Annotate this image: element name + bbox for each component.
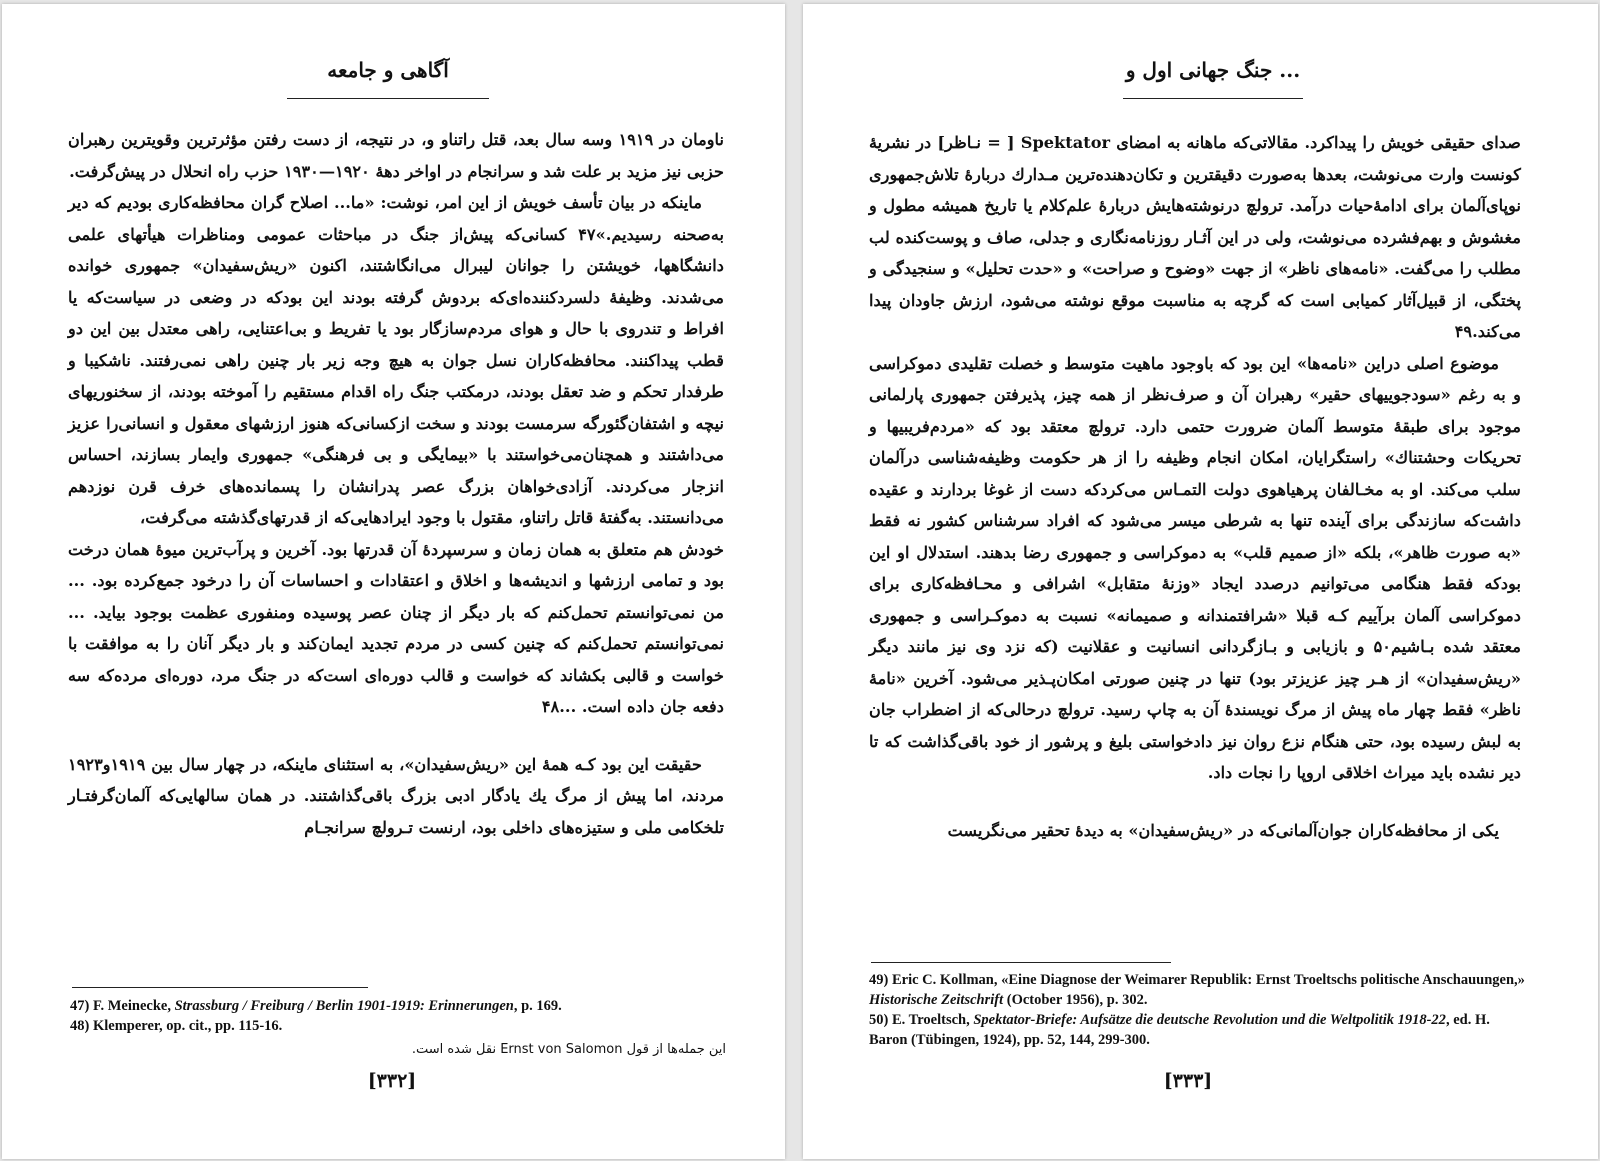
footnote-note: این جمله‌ها از قول Ernst von Salomon نقل شده است. <box>411 1042 726 1057</box>
footnote-title: Spektator-Briefe: Aufsätze die deutsche Revolution und die Weltpolitik 1918-22 <box>973 1012 1446 1028</box>
paragraph: حقیقت این بود کـه همۀ این «ریش‌سفیدان»، به استثنای ماینکه، در چهار سال بین ۱۹۱۹و۱۹۲۳ مردند، اما پیش از مرگ یك یادگار ادبی بزرگ باقی‌گذاشتند. در همان سالهایی‌که آلمان‌گرفتـار تلخکامی ملی و ستیزه‌های داخلی بود، ارنست تـرولچ سرانجـام <box>68 754 724 837</box>
footnote-text: E. Troeltsch, <box>891 1012 974 1028</box>
footnote-number: 49) <box>869 972 889 988</box>
paragraph-gap <box>869 789 1521 815</box>
paragraph: ناومان در ۱۹۱۹ وسه سال بعد، قتل راتناو و، در نتیجه، از دست رفتن مؤثرترین وقویترین رهبران حزبی نیز مزید بر علت شد و سرانجام در اواخر دهۀ ۱۹۲۰—۱۹۳۰ حزب راه انحلال در پیش‌گرفت. <box>68 130 724 181</box>
footnote-number: 47) <box>70 998 90 1014</box>
footnote-text: Klemperer, op. cit., pp. 115-16. <box>92 1018 283 1034</box>
footnote-text: F. Meinecke, <box>92 998 175 1014</box>
paragraph: صدای حقیقی خویش را پیداکرد. مقالاتی‌که ماهانه به امضای Spektator [ = نـاظر] در نشریۀ کونست وارت می‌نوشت، بعدها به‌صورت دقیقترین و تکان‌دهنده‌ترین مـدارك دربارۀ تلاش‌جمهوری نوپای‌آلمان برای ادامۀحیات درآمد. ترولچ درنوشته‌هایش دربارۀ علم‌کلام یا تاریخ همیشه مطول و مغشوش و بهم‌فشرده می‌نوشت، ولی در این آثـار روزنامه‌نگاری و جدلی، صاف و پوست‌کنده لب مطلب را می‌گفت. «نامه‌های ناظر» از جهت «وضوح و صراحت» و «حدت تحلیل» و سنجیدگی و پختگی، از قبیل‌آثار کمیابی است که گرچه به مناسبت موقع نوشته می‌شود، ارزش جاودان پیدا می‌کند.۴۹ <box>869 133 1521 341</box>
body-text <box>869 127 1521 846</box>
left-page <box>2 4 785 1159</box>
footnote <box>869 970 1529 1010</box>
footnote-number: 50) <box>869 1012 889 1028</box>
footnote-rule <box>871 962 1171 963</box>
running-header: آگاهی و جامعه <box>287 58 489 99</box>
footnote-title: Strassburg / Freiburg / Berlin 1901-1919: Erinnerungen <box>174 998 514 1014</box>
right-page <box>803 4 1598 1159</box>
footnotes <box>70 996 726 1060</box>
footnote-text: , ed. H. Baron (Tübingen, 1924), pp. 52, 144, 299-300. <box>869 1012 1490 1048</box>
footnote-number: 48) <box>70 1018 90 1034</box>
footnote-text: , p. 169. <box>513 998 562 1014</box>
running-header: جنگ جهانی اول و ... <box>1123 58 1303 99</box>
footnote <box>869 1010 1529 1050</box>
footnote-text: (October 1956), p. 302. <box>1003 992 1148 1008</box>
footnote-title: Historische Zeitschrift <box>869 992 1004 1008</box>
footnote-rule <box>72 987 368 988</box>
footnote <box>70 996 726 1016</box>
page-number: [۳۳۲] <box>367 1070 417 1092</box>
paragraph-gap <box>68 723 724 749</box>
paragraph: یکی از محافظه‌کاران جوان‌آلمانی‌که در «ریش‌سفیدان» به دیدۀ تحقیر می‌نگریست <box>947 820 1499 840</box>
footnote-text: Eric C. Kollman, «Eine Diagnose der Weimarer Republik: Ernst Troeltschs politische Anschauungen,» <box>891 972 1525 988</box>
footnote <box>70 1016 726 1036</box>
page-number: [۳۳۳] <box>1163 1070 1213 1092</box>
body-text <box>68 124 724 843</box>
paragraph: موضوع اصلی دراین «نامه‌ها» این بود که باوجود ماهیت متوسط و خصلت تقلیدی دموکراسی و به رغم «سودجوییهای حقیر» رهبران آن و صرف‌نظر از همه چیز، پذیرفتن جمهوری پارلمانی موجود برای طبقۀ متوسط آلمان ضرورت حتمی دارد. ترولچ معتقد بود که «مردم‌فریبیها و تحریکات وحشتناك» راستگرایان، امکان انجام وظیفه را از هر حکومت وظیفه‌شناسی درآلمان سلب می‌کند. او به مخـالفان پرهیاهوی دولت التمـاس می‌کردکه دست از غوغا بردارند و عقیده داشت‌که سازندگی برای آینده تنها به شرطی میسر می‌شود که افراد سرشناس کشور نه فقط «به صورت ظاهر»، بلکه «از صمیم قلب» به دموکراسی و جمهوری رضا بدهند. استدلال او این بودکه فقط هنگامی می‌توانیم درصدد ایجاد «وزنۀ متقابل» اشرافی و محـافظه‌کاری برای دموکراسی آلمان برآییم کـه قبلا «شرافتمندانه و صمیمانه» نسبت به دموکـراسی و جمهوری معتقد شده بـاشیم۵۰ و بازیابی و بـازگردانی انسانیت و عقلانیت (که نزد وی نیز مانند دیگر «ریش‌سفیدان» از هـر چیز عزیزتر بود) تنها در چنین صورتی امکان‌پـذیر می‌شود. آخرین «نامۀ ناظر» فقط چهار ماه پیش از مرگ نویسندۀ آن به چاپ رسید. ترولچ درحالی‌که از اضطراب جان به لبش رسیده بود، حتی هنگام نزع روان نیز دادخواستی بلیغ و پرشور از خود باقی‌گذاشت که تا دیر نشده باید میراث اخلاقی اروپا را نجات داد. <box>869 353 1521 782</box>
block-quote: خودش هم متعلق به همان زمان و سرسپردۀ آن قدرتها بود. آخرین و پرآب‌ترین میوۀ همان درخت بود و تمامی ارزشها و اندیشه‌ها و اخلاق و اعتقادات و احساسات آن را درخود جمع‌کرده بود. ... من نمی‌توانستم تحمل‌کنم که بار دیگر از چنان عصر پوسیده ومنفوری عظمت بوجود بیاید. ... نمی‌توانستم تحمل‌کنم که چنین کسی در مردم تجدید ایمان‌کند و بار دیگر آنان را به موافقت با خواست و قالبی بکشاند که خواست و قالب دوره‌ای است‌که در جنگ مرد، دوره‌ای مرده‌که سه دفعه جان داده است. ...۴۸ <box>68 539 724 716</box>
footnotes <box>869 970 1529 1050</box>
paragraph: ماینکه در بیان تأسف خویش از این امر، نوشت: «ما... اصلاح گران محافظه‌کاری بودیم که دیر به‌صحنه رسیدیم.»۴۷ کسانی‌که پیش‌از جنگ در مباحثات عمومی ومناظرات هیأتهای علمی دانشگاهها، خویشتن را جوانان لیبرال می‌انگاشتند، اکنون «ریش‌سفیدان» جمهوری خوانده می‌شدند. وظیفۀ دلسردکننده‌ای‌که بردوش گرفته بودند این بودکه در وضعی در سیاست‌که یا افراط و تندروی با حال و هوای مردم‌سازگار بود یا تفریط و بی‌اعتنایی، راهی معتدل بین این دو قطب پیداکنند. محافظه‌کاران نسل جوان به هیچ وجه زیر بار چنین راهی نمی‌رفتند. ناشکیبا و طرفدار تحکم و ضد تعقل بودند، درمکتب جنگ راه اقدام مستقیم را آموخته بودند، از سخنوریهای نیچه و اشتفان‌گئورگه سرمست بودند و سخت ازکسانی‌که هنوز ارزشهای معقول و انسانی‌را عزیز می‌داشتند و همچنان‌می‌خواستند با «بیمایگی و بی فرهنگی» جمهوری وایمار بسازند، احساس انزجار می‌کردند. آزادی‌خواهان بزرگ عصر پدرانشان را پسمانده‌های خرف قرن نوزدهم می‌دانستند. به‌گفتۀ قاتل راتناو، مقتول با وجود ایرادهایی‌که از قدرتهای‌گذشته می‌گرفت، <box>68 193 725 527</box>
